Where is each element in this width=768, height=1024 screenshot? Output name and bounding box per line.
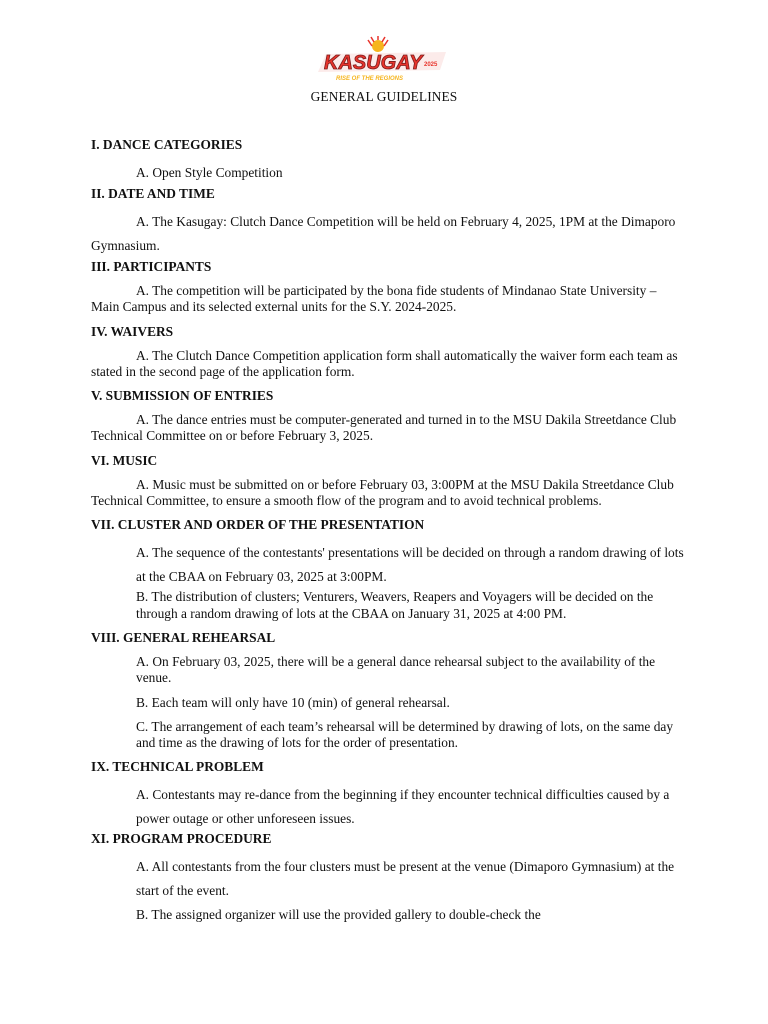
section-heading: I. DANCE CATEGORIES <box>91 137 243 152</box>
logo-wordmark: KASUGAY <box>324 52 423 74</box>
section-heading: VII. CLUSTER AND ORDER OF THE PRESENTATION <box>91 517 425 533</box>
section-program-procedure <box>91 831 687 927</box>
section-paragraph: A. The Kasugay: Clutch Dance Competition will be held on February 4, 2025, 1PM at the Dimaporo Gymnasium. <box>91 214 676 253</box>
section-general-rehearsal <box>91 630 687 751</box>
section-submission-of-entries <box>91 388 687 445</box>
section-paragraph: C. The arrangement of each team’s rehearsal will be determined by drawing of lots, on the same day and time as the drawing of lots for the order of presentation. <box>136 718 674 751</box>
section-cluster-and-order <box>91 517 687 622</box>
section-paragraph: A. The competition will be participated by the bona fide students of Mindanao State University – Main Campus and its selected external units for the S.Y. 2024-2025. <box>91 283 657 315</box>
section-heading: VIII. GENERAL REHEARSAL <box>91 629 276 645</box>
section-heading: IX. TECHNICAL PROBLEM <box>91 759 264 775</box>
section-paragraph: A. Music must be submitted on or before February 03, 3:00PM at the MSU Dakila Streetdance Club Technical Committee, to ensure a smooth flow of the program and to avoid technical problems. <box>91 476 674 509</box>
section-heading: V. SUBMISSION OF ENTRIES <box>91 388 274 404</box>
section-date-and-time <box>91 186 687 258</box>
section-waivers <box>91 324 687 381</box>
section-paragraph: A. The Clutch Dance Competition application form shall automatically the waiver form each team as stated in the second page of the application form. <box>91 347 678 379</box>
logo-tagline: RISE OF THE REGIONS <box>336 76 404 82</box>
document-title: GENERAL GUIDELINES <box>310 89 458 104</box>
guidelines-body <box>91 137 687 927</box>
section-heading: III. PARTICIPANTS <box>91 259 212 274</box>
section-heading: XI. PROGRAM PROCEDURE <box>91 831 272 847</box>
section-paragraph: A. On February 03, 2025, there will be a general dance rehearsal subject to the availability of the venue. <box>136 653 656 686</box>
section-paragraph: A. Open Style Competition <box>136 165 283 180</box>
section-paragraph: B. The assigned organizer will use the provided gallery to double-check the <box>136 907 541 923</box>
section-participants <box>91 259 687 316</box>
section-paragraph: B. The distribution of clusters; Venturers, Weavers, Reapers and Voyagers will be decided on the through a random drawing of lots at the CBAA on January 31, 2025 at 4:00 PM. <box>136 589 654 621</box>
section-heading: VI. MUSIC <box>91 452 158 468</box>
sunburst-emblem <box>368 36 388 52</box>
section-paragraph: B. Each team will only have 10 (min) of general rehearsal. <box>136 694 450 710</box>
section-paragraph: A. The dance entries must be computer-generated and turned in to the MSU Dakila Streetdance Club Technical Committee on or before February 3, 2025. <box>91 412 677 444</box>
section-heading: II. DATE AND TIME <box>91 186 215 201</box>
logo-year: 2025 <box>424 62 438 68</box>
section-paragraph: A. The sequence of the contestants' presentations will be decided on through a random drawing of lots at the CBAA on February 03, 2025 at 3:00PM. <box>136 545 684 585</box>
section-heading: IV. WAIVERS <box>91 323 174 339</box>
event-logo <box>314 36 454 86</box>
section-dance-categories <box>91 137 687 185</box>
logo-graphic <box>314 36 454 86</box>
section-music <box>91 453 687 510</box>
section-technical-problem <box>91 759 687 831</box>
section-paragraph: A. Contestants may re-dance from the beginning if they encounter technical difficulties caused by a power outage or other unforeseen issues. <box>136 787 670 827</box>
section-paragraph: A. All contestants from the four clusters must be present at the venue (Dimaporo Gymnasium) at the start of the event. <box>136 859 675 899</box>
